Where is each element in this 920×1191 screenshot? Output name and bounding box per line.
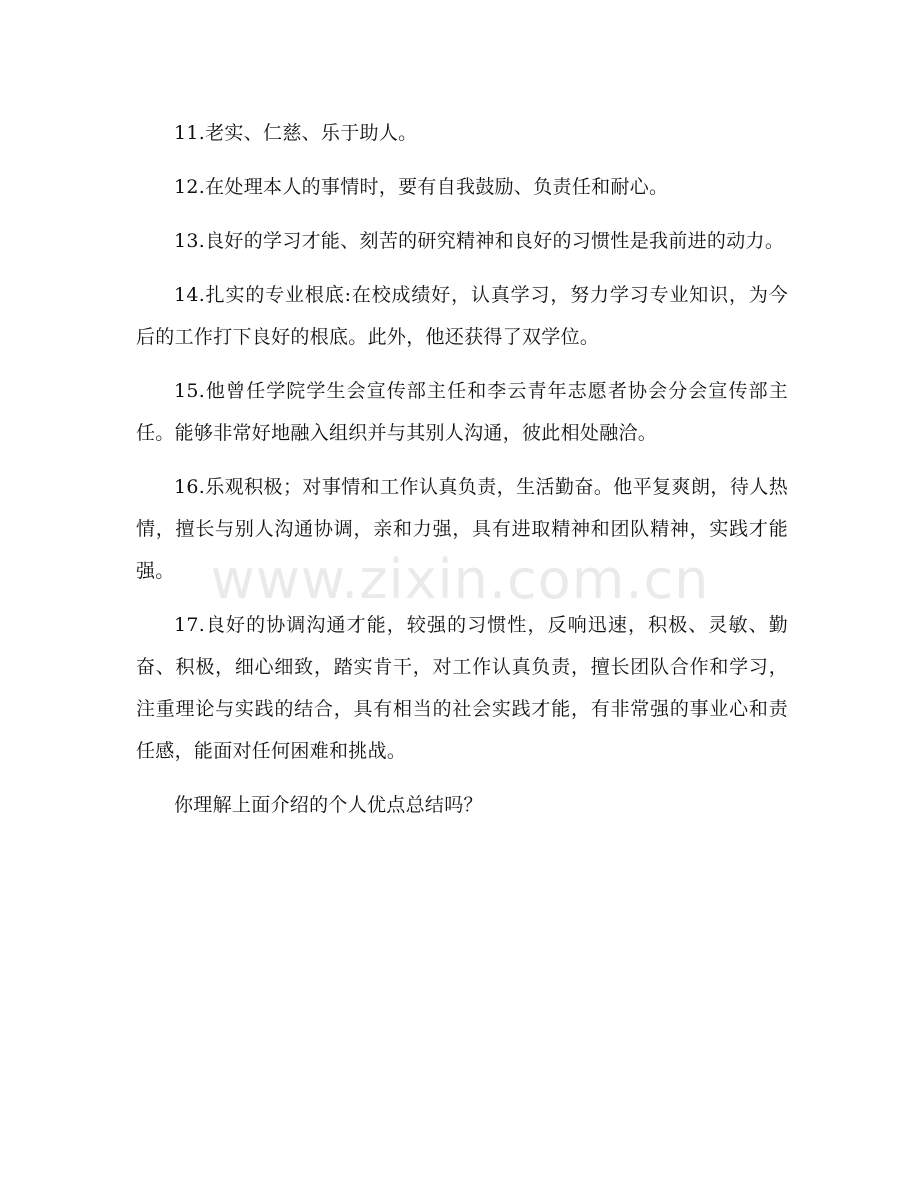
paragraph-13: 13.良好的学习才能、刻苦的研究精神和良好的习惯性是我前进的动力。: [174, 230, 785, 252]
paragraph-11: 11.老实、仁慈、乐于助人。: [174, 122, 418, 144]
paragraph-14: 14.扎实的专业根底:在校成绩好，认真学习，努力学习专业知识，为今后的工作打下良好的根底。此外，他还获得了双学位。: [136, 284, 788, 348]
paragraph-12: 12.在处理本人的事情时，要有自我鼓励、负责任和耐心。: [174, 176, 669, 198]
closing-question: 你理解上面介绍的个人优点总结吗？: [174, 794, 483, 816]
document-body: [136, 112, 788, 838]
paragraph-16: 16.乐观积极；对事情和工作认真负责，生活勤奋。他平复爽朗，待人热情，擅长与别人沟通协调，亲和力强，具有进取精神和团队精神，实践才能强。: [136, 476, 788, 582]
paragraph-17: 17.良好的协调沟通才能，较强的习惯性，反响迅速，积极、灵敏、勤奋、积极，细心细致，踏实肯干，对工作认真负责，擅长团队合作和学习，注重理论与实践的结合，具有相当的社会实践才能，有非常强的事业心和责任感，能面对任何困难和挑战。: [136, 614, 788, 762]
paragraph-15: 15.他曾任学院学生会宣传部主任和李云青年志愿者协会分会宣传部主任。能够非常好地融入组织并与其别人沟通，彼此相处融洽。: [136, 380, 788, 444]
watermark-text: www.zixin.com.cn: [210, 548, 710, 611]
